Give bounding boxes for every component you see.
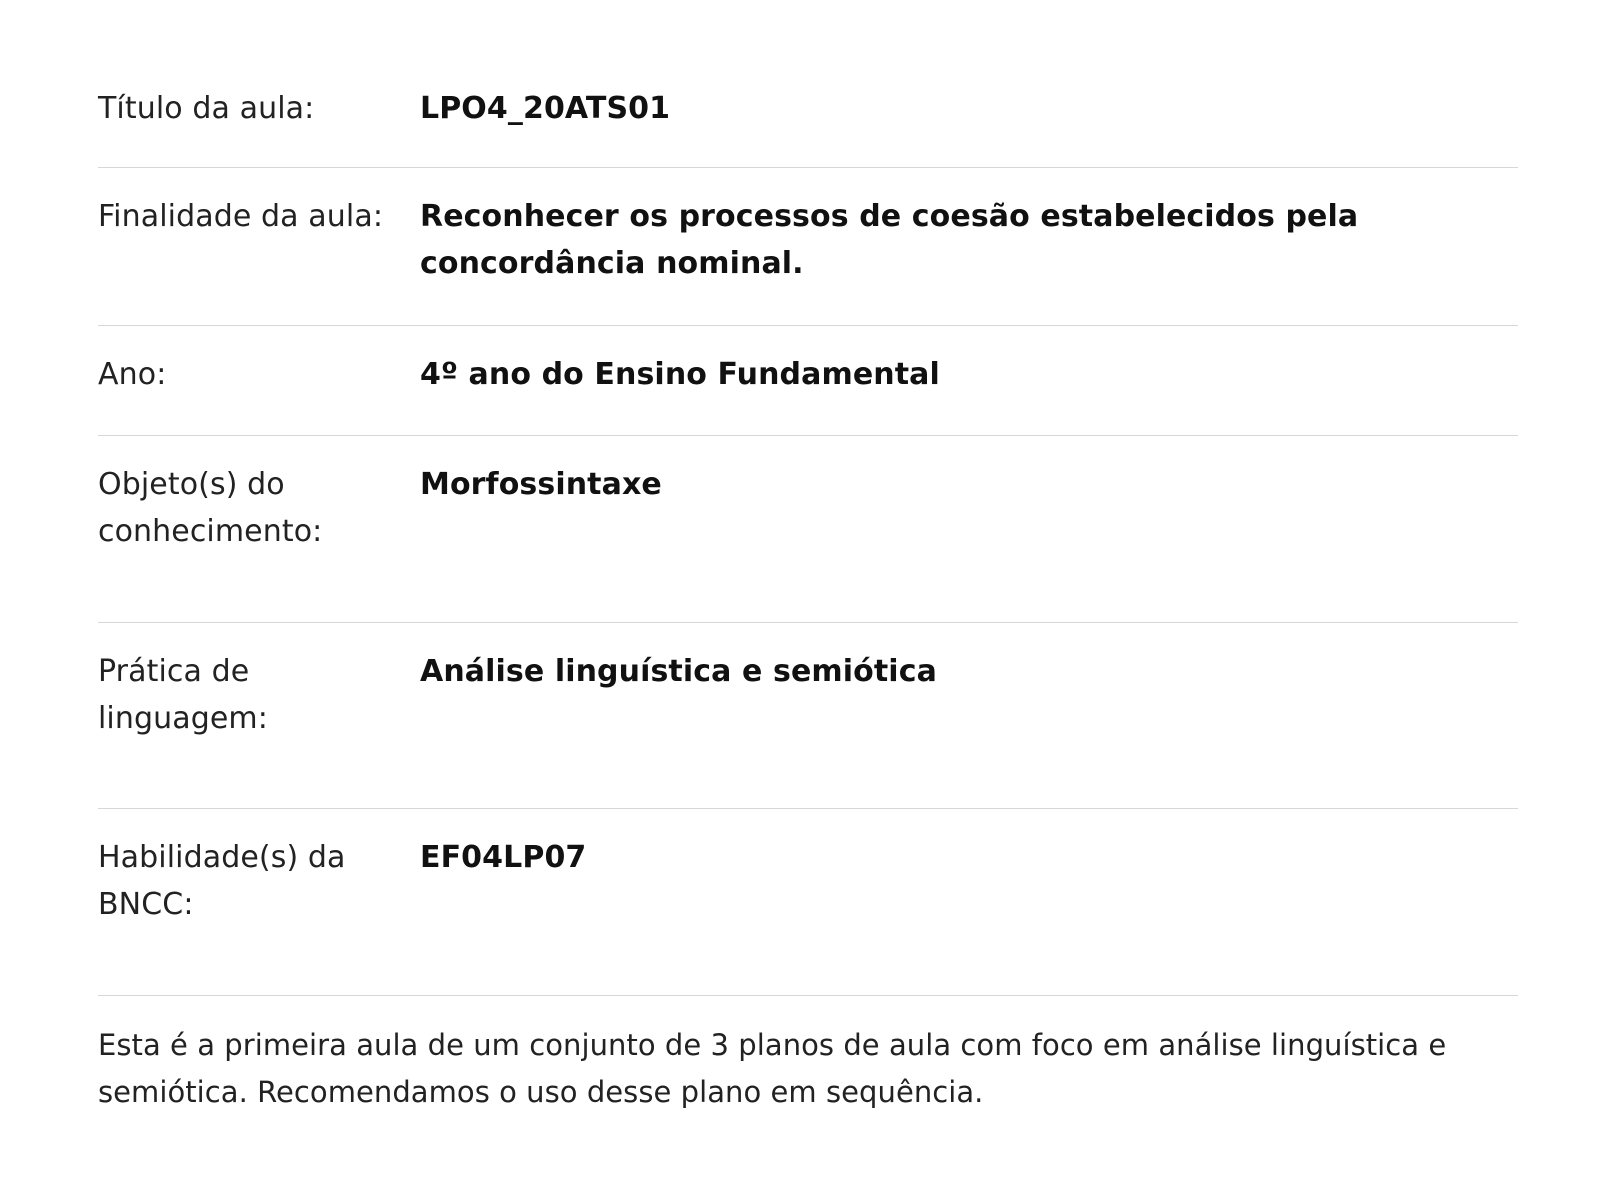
- row-label-finalidade: Finalidade da aula:: [98, 198, 384, 234]
- row-value-objeto-conhecimento: Morfossintaxe: [420, 467, 662, 503]
- row-label-titulo: Título da aula:: [98, 91, 315, 126]
- footnote-text: Esta é a primeira aula de um conjunto de 3 planos de aula com foco em análise linguística e semiótica. Recomendamos o uso desse plano em sequência.: [98, 1027, 1447, 1109]
- table-row: [98, 167, 1518, 326]
- table-row: [98, 436, 1518, 623]
- row-label-ano: Ano:: [98, 357, 167, 393]
- table-row: [98, 809, 1518, 996]
- table-row: [98, 326, 1518, 436]
- row-value-ano: 4º ano do Ensino Fundamental: [420, 357, 940, 393]
- row-value-titulo: LPO4_20ATS01: [420, 91, 671, 126]
- row-label-habilidade-bncc: Habilidade(s) da BNCC:: [98, 840, 346, 923]
- row-label-objeto-conhecimento: Objeto(s) do conhecimento:: [98, 467, 323, 549]
- table-row: [98, 62, 1518, 167]
- row-value-finalidade: Reconhecer os processos de coesão estabelecidos pela concordância nominal.: [420, 198, 1359, 281]
- table-row: [98, 622, 1518, 809]
- row-value-pratica-linguagem: Análise linguística e semiótica: [420, 653, 937, 689]
- row-label-pratica-linguagem: Prática de linguagem:: [98, 653, 268, 736]
- row-value-habilidade-bncc: EF04LP07: [420, 840, 587, 876]
- lesson-info-table: [98, 62, 1518, 996]
